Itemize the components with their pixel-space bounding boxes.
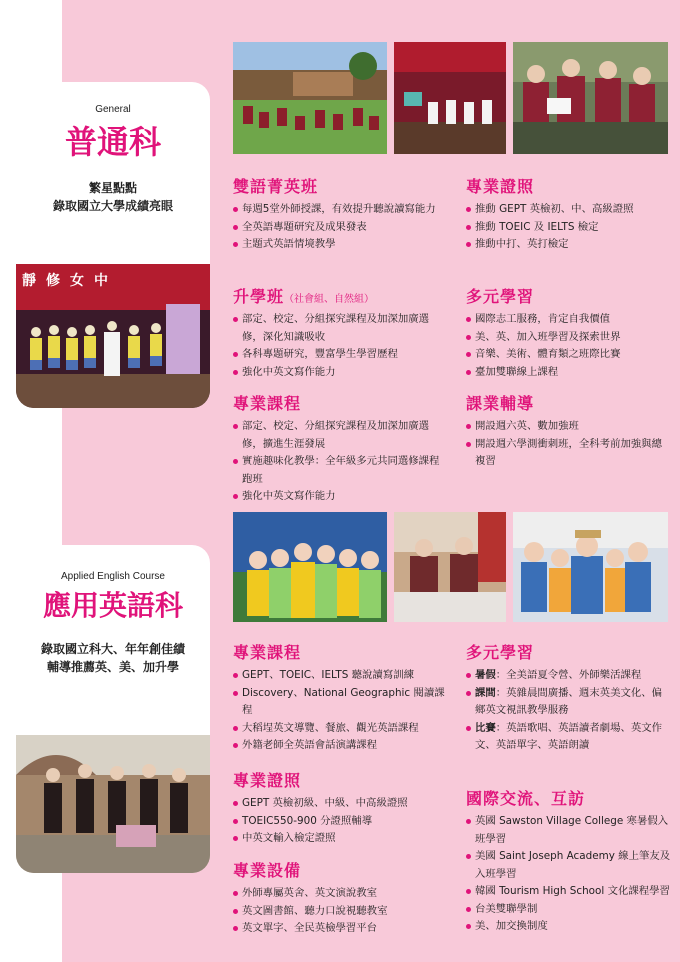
list-item: 英文單字、全民英檢學習平台 xyxy=(233,920,445,938)
exchange-title: 國際交流、互訪 xyxy=(466,789,586,808)
bilingual-class-title: 雙語菁英班 xyxy=(233,177,319,196)
list-item: 外師專屬英舍、英文演說教室 xyxy=(233,885,445,903)
sports-day-photo xyxy=(233,512,387,622)
general-certs-title: 專業證照 xyxy=(466,177,535,196)
list-item: 強化中英文寫作能力 xyxy=(233,488,445,506)
advancement-class-title: 升學班 xyxy=(233,287,285,306)
item-label: 暑假 xyxy=(475,669,496,681)
list-item: 美、英、加入班學習及探索世界 xyxy=(466,329,671,347)
general-courses-section xyxy=(233,391,445,506)
list-item: 部定、校定、分組探究課程及加深加廣選修，深化知識吸收 xyxy=(233,311,445,346)
list-item: 每週5堂外師授課，有效提升聽說讀寫能力 xyxy=(233,201,445,219)
list-item: 美、加交換制度 xyxy=(466,918,671,936)
advancement-class-note: （社會組、自然組） xyxy=(284,294,375,305)
general-diverse-section xyxy=(466,284,671,381)
list-item: 全英語專題研究及成果發表 xyxy=(233,219,445,237)
list-item: TOEIC550-900 分證照輔導 xyxy=(233,813,445,831)
list-item: 各科專題研究，豐富學生學習歷程 xyxy=(233,346,445,364)
list-item: 開設週六英、數加強班 xyxy=(466,418,671,436)
general-english-label: General xyxy=(95,104,131,115)
applied-certs-title: 專業證照 xyxy=(233,771,302,790)
field-trip-photo xyxy=(233,42,387,154)
list-item xyxy=(466,685,671,720)
item-text: ：英雜晨間廣播、週末英美文化、偏鄉英文視訊教學服務 xyxy=(475,686,663,716)
list-item: 部定、校定、分組探究課程及加深加廣選修，擴進生涯發展 xyxy=(233,418,445,453)
list-item: GEPT、TOEIC、IELTS 聽說讀寫訓練 xyxy=(233,667,445,685)
list-item xyxy=(466,667,671,685)
list-item: 推動中打、英打檢定 xyxy=(466,236,671,254)
applied-subtitle-2: 輔導推薦英、美、加升學 xyxy=(46,660,179,674)
general-title: 普通科 xyxy=(64,123,161,161)
tutoring-title: 課業輔導 xyxy=(466,394,535,413)
list-item: 外籍老師全英語會話演講課程 xyxy=(233,737,445,755)
list-item xyxy=(466,720,671,755)
applied-english-label: Applied English Course xyxy=(61,571,165,582)
stage-performance-photo xyxy=(394,42,506,154)
list-item: 實施趣味化教學：全年級多元共同選修課程跑班 xyxy=(233,453,445,488)
applied-facilities-section xyxy=(233,858,445,938)
list-item: 強化中英文寫作能力 xyxy=(233,364,445,382)
general-diverse-title: 多元學習 xyxy=(466,287,535,306)
applied-certs-section xyxy=(233,768,445,848)
list-item: 開設週六學測衝刺班，全科考前加強與總複習 xyxy=(466,436,671,471)
students-reading-photo xyxy=(513,42,668,154)
list-item: 推動 TOEIC 及 IELTS 檢定 xyxy=(466,219,671,237)
list-item: 韓國 Tourism High School 文化課程學習 xyxy=(466,883,671,901)
list-item: 台美雙聯學制 xyxy=(466,901,671,919)
list-item: 臺加雙聯線上課程 xyxy=(466,364,671,382)
applied-courses-section xyxy=(233,640,445,755)
list-item: 英國 Sawston Village College 寒暑假入班學習 xyxy=(466,813,671,848)
summer-camp-photo xyxy=(513,512,668,622)
applied-courses-title: 專業課程 xyxy=(233,643,302,662)
general-photo-banner: 靜修女中 xyxy=(22,273,118,289)
tutoring-section xyxy=(466,391,671,471)
advancement-class-section xyxy=(233,284,445,381)
list-item: 美國 Saint Joseph Academy 線上筆友及入班學習 xyxy=(466,848,671,883)
exchange-section xyxy=(466,786,671,936)
applied-title: 應用英語科 xyxy=(42,589,183,622)
list-item: GEPT 英檢初級、中級、中高級證照 xyxy=(233,795,445,813)
item-label: 比賽 xyxy=(475,721,496,734)
item-label: 課間 xyxy=(475,686,496,699)
applied-diverse-section xyxy=(466,640,671,755)
item-text: ：英語歌唱、英語讀者劇場、英文作文、英語單字、英語朗讀 xyxy=(475,721,663,751)
bilingual-class-section xyxy=(233,174,445,254)
classroom-photo xyxy=(394,512,506,622)
applied-facilities-title: 專業設備 xyxy=(233,861,302,880)
applied-group-photo xyxy=(16,735,210,873)
list-item: 大稻埕英文導覽、餐旅、觀光英語課程 xyxy=(233,720,445,738)
list-item: 主題式英語情境教學 xyxy=(233,236,445,254)
general-subtitle-1: 繁星點點 xyxy=(88,181,137,195)
list-item: 音樂、美術、體育類之班際比賽 xyxy=(466,346,671,364)
applied-course-card xyxy=(16,545,210,873)
list-item: 推動 GEPT 英檢初、中、高級證照 xyxy=(466,201,671,219)
general-courses-title: 專業課程 xyxy=(233,394,302,413)
general-stage-photo xyxy=(16,264,210,408)
applied-diverse-title: 多元學習 xyxy=(466,643,535,662)
list-item: Discovery、National Geographic 閱讀課程 xyxy=(233,685,445,720)
general-course-card xyxy=(16,82,210,408)
general-certs-section xyxy=(466,174,671,254)
applied-subtitle-1: 錄取國立科大、年年創佳績 xyxy=(40,642,185,656)
list-item: 英文圖書館、聽力口說視聽教室 xyxy=(233,903,445,921)
item-text: ：全美語夏令營、外師樂活課程 xyxy=(495,669,642,681)
list-item: 國際志工服務，肯定自我價值 xyxy=(466,311,671,329)
general-subtitle-2: 錄取國立大學成績亮眼 xyxy=(52,199,173,213)
list-item: 中英文輸入檢定證照 xyxy=(233,830,445,848)
